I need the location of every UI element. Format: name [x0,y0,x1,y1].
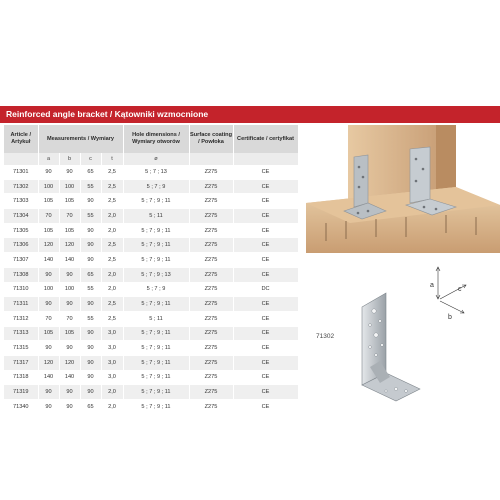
cell-c: 90 [80,223,101,238]
cell-t: 2,0 [101,267,123,282]
cell-article: 71301 [4,165,38,179]
cell-t: 2,0 [101,223,123,238]
table-row [4,238,298,253]
cell-article: 71319 [4,385,38,400]
cell-holes: 5 ; 7 ; 9 ; 11 [123,297,189,312]
cell-article: 71315 [4,341,38,356]
subheader-hole: ø [123,153,189,165]
table-row [4,179,298,194]
cell-c: 90 [80,297,101,312]
cell-holes: 5 ; 7 ; 9 ; 11 [123,370,189,385]
cell-c: 90 [80,238,101,253]
cell-holes: 5 ; 7 ; 9 ; 11 [123,355,189,370]
cell-holes: 5 ; 7 ; 9 ; 11 [123,385,189,400]
cell-certificate: CE [233,355,298,370]
cell-t: 2,5 [101,194,123,209]
cell-coating: Z275 [189,223,233,238]
installation-illustration [306,125,500,253]
table-row [4,165,298,179]
cell-t: 2,5 [101,238,123,253]
cell-b: 90 [59,297,80,312]
cell-t: 2,5 [101,297,123,312]
cell-coating: Z275 [189,267,233,282]
cell-holes: 5 ; 7 ; 9 ; 11 [123,238,189,253]
product-illustration [300,255,500,405]
cell-b: 70 [59,311,80,326]
cell-coating: Z275 [189,385,233,400]
cell-article: 71310 [4,282,38,297]
cell-c: 65 [80,165,101,179]
cell-a: 90 [38,267,59,282]
cell-coating: Z275 [189,209,233,224]
cell-a: 105 [38,194,59,209]
subheader-t: t [101,153,123,165]
cell-a: 90 [38,385,59,400]
cell-b: 100 [59,179,80,194]
cell-c: 55 [80,209,101,224]
cell-t: 2,0 [101,209,123,224]
cell-holes: 5 ; 7 ; 9 ; 11 [123,223,189,238]
cell-holes: 5 ; 11 [123,209,189,224]
cell-certificate: CE [233,223,298,238]
cell-a: 140 [38,370,59,385]
table-row [4,355,298,370]
cell-certificate: DC [233,282,298,297]
cell-certificate: CE [233,267,298,282]
cell-t: 3,0 [101,326,123,341]
cell-b: 120 [59,238,80,253]
cell-holes: 5 ; 7 ; 9 ; 11 [123,341,189,356]
cell-c: 90 [80,370,101,385]
cell-c: 90 [80,385,101,400]
cell-certificate: CE [233,179,298,194]
section-banner [0,106,500,123]
cell-article: 71317 [4,355,38,370]
cell-c: 90 [80,341,101,356]
cell-coating: Z275 [189,179,233,194]
cell-coating: Z275 [189,282,233,297]
cell-holes: 5 ; 7 ; 9 ; 11 [123,194,189,209]
cell-a: 70 [38,311,59,326]
cell-b: 90 [59,400,80,415]
cell-c: 90 [80,326,101,341]
cell-a: 100 [38,179,59,194]
subheader-b: b [59,153,80,165]
table-row [4,370,298,385]
table-row [4,223,298,238]
cell-a: 120 [38,355,59,370]
cell-coating: Z275 [189,238,233,253]
cell-article: 71340 [4,400,38,415]
table-row [4,267,298,282]
cell-coating: Z275 [189,311,233,326]
table-subheader-row [4,153,298,165]
dimension-b-label: b [448,314,452,321]
cell-c: 90 [80,253,101,268]
cell-a: 90 [38,341,59,356]
cell-holes: 5 ; 7 ; 9 ; 13 [123,267,189,282]
cell-a: 70 [38,209,59,224]
cell-c: 65 [80,267,101,282]
cell-certificate: CE [233,297,298,312]
table-row [4,341,298,356]
cell-holes: 5 ; 7 ; 9 [123,179,189,194]
cell-article: 71312 [4,311,38,326]
table-row [4,400,298,415]
table-row [4,209,298,224]
cell-b: 90 [59,385,80,400]
table-row [4,194,298,209]
cell-article: 71305 [4,223,38,238]
cell-certificate: CE [233,326,298,341]
cell-a: 90 [38,297,59,312]
cell-c: 65 [80,400,101,415]
cell-certificate: CE [233,253,298,268]
table-row [4,253,298,268]
cell-a: 90 [38,400,59,415]
cell-t: 3,0 [101,341,123,356]
cell-holes: 5 ; 7 ; 9 ; 11 [123,326,189,341]
cell-article: 71313 [4,326,38,341]
cell-b: 105 [59,326,80,341]
cell-article: 71303 [4,194,38,209]
cell-certificate: CE [233,400,298,415]
cell-coating: Z275 [189,370,233,385]
cell-c: 90 [80,355,101,370]
cell-article: 71304 [4,209,38,224]
header-article: Article / Artykuł [4,125,38,153]
section-title: Reinforced angle bracket / Kątowniki wzmocnione [6,109,209,119]
cell-b: 140 [59,253,80,268]
cell-b: 100 [59,282,80,297]
cell-certificate: CE [233,311,298,326]
cell-b: 105 [59,223,80,238]
product-code: 71302 [316,333,335,340]
cell-certificate: CE [233,238,298,253]
cell-t: 2,5 [101,165,123,179]
cell-article: 71307 [4,253,38,268]
cell-a: 105 [38,223,59,238]
table-row [4,385,298,400]
header-holes: Hole dimensions / Wymiary otworów [123,125,189,153]
installation-render [306,125,500,253]
cell-c: 55 [80,282,101,297]
cell-holes: 5 ; 7 ; 9 ; 11 [123,400,189,415]
cell-b: 90 [59,267,80,282]
table-row [4,311,298,326]
cell-coating: Z275 [189,165,233,179]
cell-holes: 5 ; 7 ; 9 ; 11 [123,253,189,268]
cell-a: 90 [38,165,59,179]
cell-b: 105 [59,194,80,209]
cell-certificate: CE [233,209,298,224]
cell-certificate: CE [233,341,298,356]
subheader-empty [4,153,38,165]
cell-t: 3,0 [101,370,123,385]
cell-coating: Z275 [189,355,233,370]
cell-holes: 5 ; 11 [123,311,189,326]
subheader-empty [233,153,298,165]
cell-coating: Z275 [189,194,233,209]
spec-table [4,125,299,415]
header-measurements: Measurements / Wymiary [38,125,123,153]
cell-article: 71311 [4,297,38,312]
cell-t: 2,5 [101,253,123,268]
cell-certificate: CE [233,370,298,385]
table-body [4,165,298,414]
cell-t: 2,0 [101,385,123,400]
cell-coating: Z275 [189,297,233,312]
cell-coating: Z275 [189,341,233,356]
cell-certificate: CE [233,165,298,179]
angle-bracket-drawing [300,255,500,405]
cell-holes: 5 ; 7 ; 13 [123,165,189,179]
cell-certificate: CE [233,194,298,209]
cell-t: 2,0 [101,400,123,415]
subheader-empty [189,153,233,165]
table-header-row [4,125,298,153]
subheader-a: a [38,153,59,165]
cell-b: 90 [59,341,80,356]
header-coating: Surface coating / Powłoka [189,125,233,153]
cell-b: 70 [59,209,80,224]
table-row [4,297,298,312]
cell-c: 55 [80,311,101,326]
cell-b: 120 [59,355,80,370]
table-row [4,282,298,297]
cell-article: 71306 [4,238,38,253]
cell-article: 71302 [4,179,38,194]
cell-coating: Z275 [189,253,233,268]
cell-article: 71308 [4,267,38,282]
cell-b: 90 [59,165,80,179]
cell-holes: 5 ; 7 ; 9 [123,282,189,297]
dimension-a-label: a [430,282,434,289]
cell-t: 2,5 [101,311,123,326]
cell-a: 140 [38,253,59,268]
table-row [4,326,298,341]
cell-t: 2,0 [101,282,123,297]
cell-c: 90 [80,194,101,209]
cell-coating: Z275 [189,400,233,415]
cell-c: 55 [80,179,101,194]
cell-article: 71318 [4,370,38,385]
cell-t: 3,0 [101,355,123,370]
dimension-c-label: c [458,286,462,293]
cell-a: 105 [38,326,59,341]
cell-a: 100 [38,282,59,297]
cell-certificate: CE [233,385,298,400]
header-certificate: Certificate / certyfikat [233,125,298,153]
cell-t: 2,5 [101,179,123,194]
cell-coating: Z275 [189,326,233,341]
cell-a: 120 [38,238,59,253]
subheader-c: c [80,153,101,165]
dimension-arrows [436,267,466,313]
cell-b: 140 [59,370,80,385]
